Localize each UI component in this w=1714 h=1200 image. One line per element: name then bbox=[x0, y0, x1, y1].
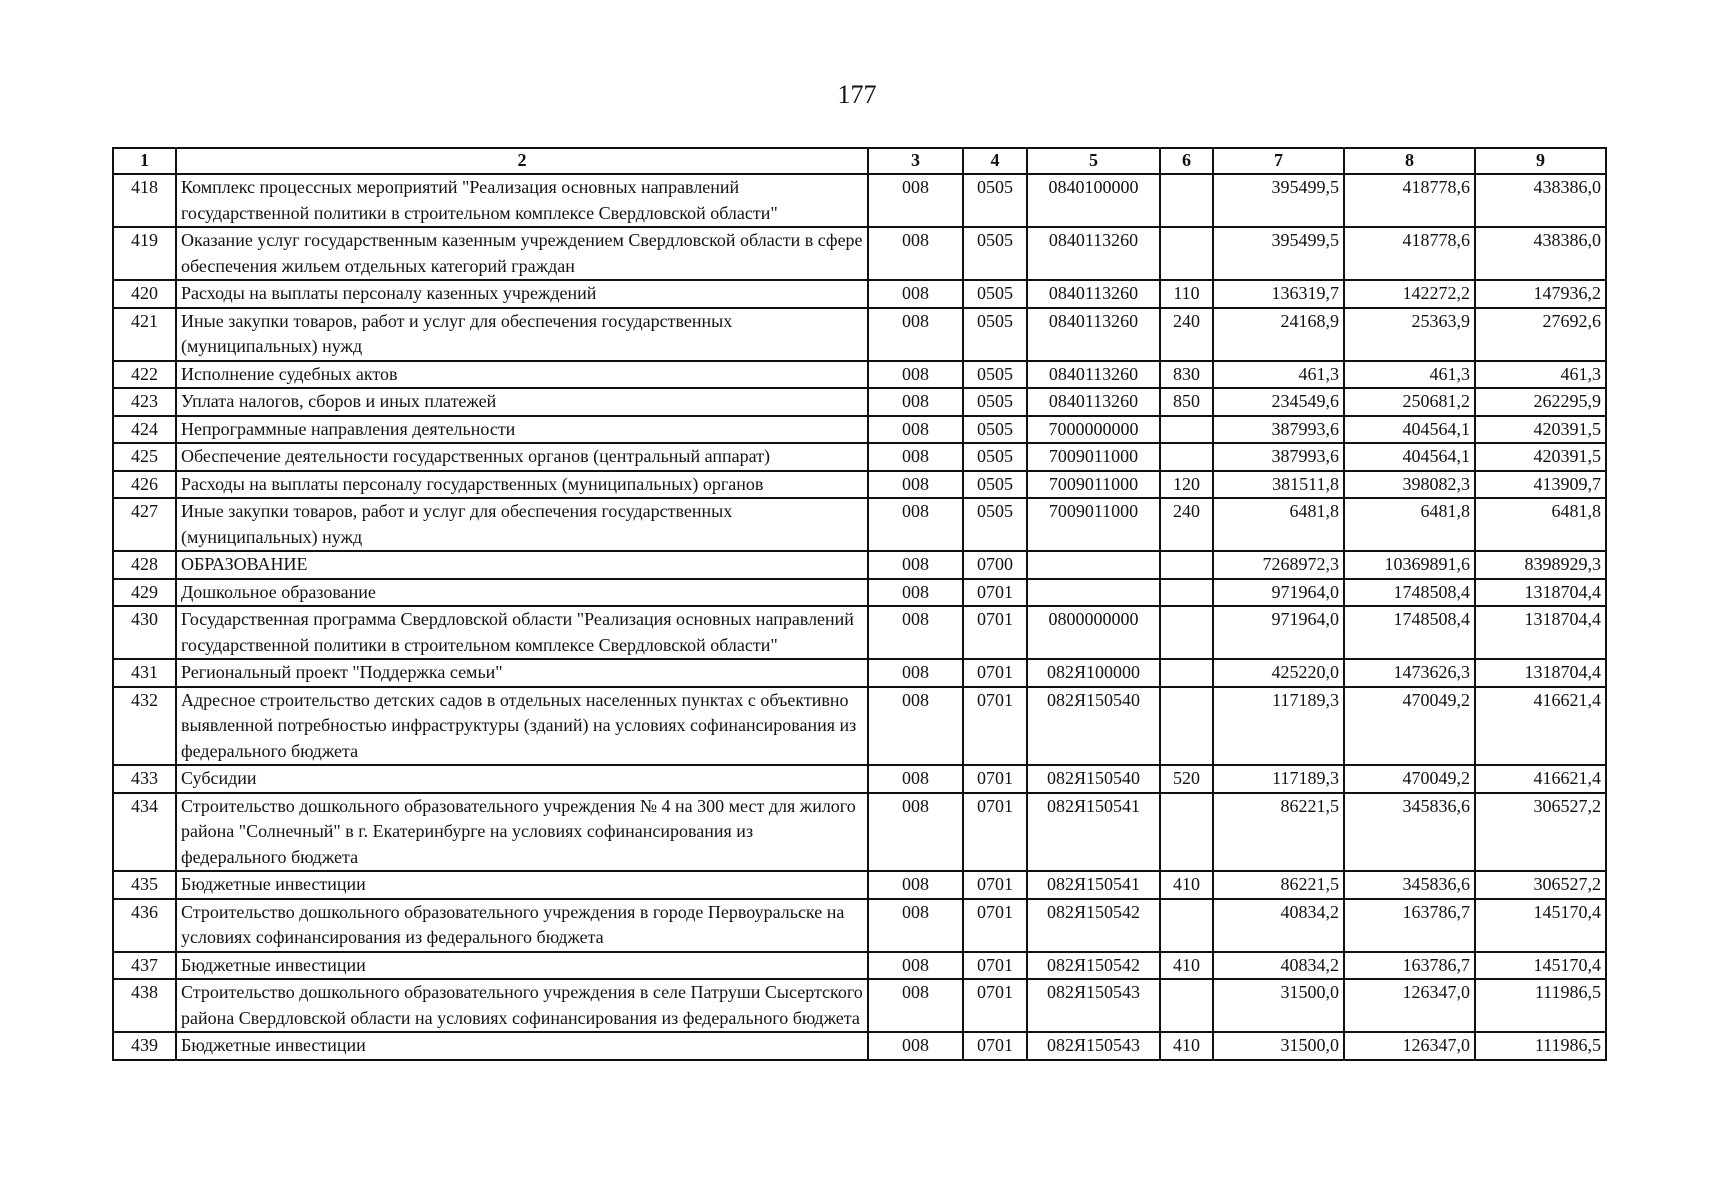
row-number: 439 bbox=[113, 1032, 176, 1060]
target-article-code: 082Я150541 bbox=[1027, 871, 1160, 899]
column-header: 9 bbox=[1475, 148, 1606, 174]
row-number: 424 bbox=[113, 416, 176, 444]
amount-col7: 117189,3 bbox=[1213, 765, 1344, 793]
expense-type-code: 110 bbox=[1160, 280, 1213, 308]
amount-col7: 86221,5 bbox=[1213, 793, 1344, 872]
column-header: 5 bbox=[1027, 148, 1160, 174]
table-row bbox=[113, 606, 1606, 659]
row-description: Уплата налогов, сборов и иных платежей bbox=[176, 388, 868, 416]
ministry-code: 008 bbox=[868, 871, 963, 899]
ministry-code: 008 bbox=[868, 659, 963, 687]
row-number: 427 bbox=[113, 498, 176, 551]
target-article-code: 082Я150540 bbox=[1027, 765, 1160, 793]
ministry-code: 008 bbox=[868, 579, 963, 607]
amount-col8: 1473626,3 bbox=[1344, 659, 1475, 687]
amount-col7: 425220,0 bbox=[1213, 659, 1344, 687]
amount-col8: 126347,0 bbox=[1344, 1032, 1475, 1060]
table-row bbox=[113, 498, 1606, 551]
row-number: 430 bbox=[113, 606, 176, 659]
row-number: 418 bbox=[113, 174, 176, 227]
ministry-code: 008 bbox=[868, 899, 963, 952]
row-number: 432 bbox=[113, 687, 176, 766]
expense-type-code: 240 bbox=[1160, 308, 1213, 361]
amount-col7: 136319,7 bbox=[1213, 280, 1344, 308]
ministry-code: 008 bbox=[868, 687, 963, 766]
expense-type-code: 520 bbox=[1160, 765, 1213, 793]
target-article-code: 7009011000 bbox=[1027, 471, 1160, 499]
amount-col7: 381511,8 bbox=[1213, 471, 1344, 499]
section-code: 0701 bbox=[963, 606, 1027, 659]
expense-type-code bbox=[1160, 227, 1213, 280]
target-article-code: 0800000000 bbox=[1027, 606, 1160, 659]
amount-col9: 1318704,4 bbox=[1475, 606, 1606, 659]
row-number: 434 bbox=[113, 793, 176, 872]
expense-type-code bbox=[1160, 606, 1213, 659]
amount-col7: 40834,2 bbox=[1213, 952, 1344, 980]
row-number: 438 bbox=[113, 979, 176, 1032]
table-row bbox=[113, 280, 1606, 308]
expense-type-code bbox=[1160, 659, 1213, 687]
section-code: 0701 bbox=[963, 687, 1027, 766]
section-code: 0505 bbox=[963, 308, 1027, 361]
target-article-code: 7009011000 bbox=[1027, 498, 1160, 551]
row-description: Оказание услуг государственным казенным учреждением Свердловской области в сфере обеспечения жильем отдельных категорий граждан bbox=[176, 227, 868, 280]
section-code: 0701 bbox=[963, 1032, 1027, 1060]
section-code: 0505 bbox=[963, 280, 1027, 308]
amount-col8: 404564,1 bbox=[1344, 443, 1475, 471]
table-row bbox=[113, 899, 1606, 952]
amount-col9: 145170,4 bbox=[1475, 952, 1606, 980]
expense-type-code bbox=[1160, 174, 1213, 227]
expense-type-code bbox=[1160, 579, 1213, 607]
amount-col7: 31500,0 bbox=[1213, 1032, 1344, 1060]
amount-col7: 395499,5 bbox=[1213, 227, 1344, 280]
section-code: 0505 bbox=[963, 416, 1027, 444]
row-description: Бюджетные инвестиции bbox=[176, 871, 868, 899]
target-article-code: 082Я150542 bbox=[1027, 952, 1160, 980]
row-description: Иные закупки товаров, работ и услуг для обеспечения государственных (муниципальных) нужд bbox=[176, 498, 868, 551]
ministry-code: 008 bbox=[868, 416, 963, 444]
row-description: Бюджетные инвестиции bbox=[176, 1032, 868, 1060]
table-row bbox=[113, 174, 1606, 227]
amount-col7: 6481,8 bbox=[1213, 498, 1344, 551]
expense-type-code bbox=[1160, 793, 1213, 872]
section-code: 0701 bbox=[963, 952, 1027, 980]
amount-col7: 40834,2 bbox=[1213, 899, 1344, 952]
ministry-code: 008 bbox=[868, 361, 963, 389]
amount-col9: 306527,2 bbox=[1475, 793, 1606, 872]
amount-col7: 117189,3 bbox=[1213, 687, 1344, 766]
amount-col8: 418778,6 bbox=[1344, 174, 1475, 227]
target-article-code: 082Я150542 bbox=[1027, 899, 1160, 952]
amount-col8: 1748508,4 bbox=[1344, 579, 1475, 607]
amount-col7: 971964,0 bbox=[1213, 579, 1344, 607]
table-row bbox=[113, 361, 1606, 389]
row-description: Непрограммные направления деятельности bbox=[176, 416, 868, 444]
section-code: 0505 bbox=[963, 443, 1027, 471]
table-row bbox=[113, 471, 1606, 499]
row-number: 436 bbox=[113, 899, 176, 952]
section-code: 0701 bbox=[963, 899, 1027, 952]
section-code: 0700 bbox=[963, 551, 1027, 579]
expense-type-code: 240 bbox=[1160, 498, 1213, 551]
row-description: Бюджетные инвестиции bbox=[176, 952, 868, 980]
amount-col7: 387993,6 bbox=[1213, 443, 1344, 471]
section-code: 0701 bbox=[963, 793, 1027, 872]
expense-type-code bbox=[1160, 551, 1213, 579]
ministry-code: 008 bbox=[868, 280, 963, 308]
table-row bbox=[113, 579, 1606, 607]
amount-col8: 345836,6 bbox=[1344, 793, 1475, 872]
amount-col9: 111986,5 bbox=[1475, 979, 1606, 1032]
amount-col7: 31500,0 bbox=[1213, 979, 1344, 1032]
row-number: 437 bbox=[113, 952, 176, 980]
amount-col8: 25363,9 bbox=[1344, 308, 1475, 361]
amount-col8: 142272,2 bbox=[1344, 280, 1475, 308]
amount-col8: 470049,2 bbox=[1344, 687, 1475, 766]
ministry-code: 008 bbox=[868, 388, 963, 416]
budget-table bbox=[112, 147, 1607, 1061]
amount-col7: 971964,0 bbox=[1213, 606, 1344, 659]
target-article-code: 082Я150543 bbox=[1027, 979, 1160, 1032]
row-description: Адресное строительство детских садов в отдельных населенных пунктах с объективно выявленной потребностью инфраструктуры (зданий) на условиях софинансирования из федерального бюджета bbox=[176, 687, 868, 766]
amount-col8: 418778,6 bbox=[1344, 227, 1475, 280]
amount-col9: 147936,2 bbox=[1475, 280, 1606, 308]
section-code: 0701 bbox=[963, 979, 1027, 1032]
row-description: ОБРАЗОВАНИЕ bbox=[176, 551, 868, 579]
amount-col7: 7268972,3 bbox=[1213, 551, 1344, 579]
row-description: Региональный проект "Поддержка семьи" bbox=[176, 659, 868, 687]
table-row bbox=[113, 979, 1606, 1032]
column-header: 4 bbox=[963, 148, 1027, 174]
amount-col9: 461,3 bbox=[1475, 361, 1606, 389]
row-description: Иные закупки товаров, работ и услуг для обеспечения государственных (муниципальных) нужд bbox=[176, 308, 868, 361]
amount-col9: 416621,4 bbox=[1475, 687, 1606, 766]
table-row bbox=[113, 871, 1606, 899]
row-number: 423 bbox=[113, 388, 176, 416]
amount-col8: 398082,3 bbox=[1344, 471, 1475, 499]
ministry-code: 008 bbox=[868, 498, 963, 551]
section-code: 0505 bbox=[963, 471, 1027, 499]
row-number: 428 bbox=[113, 551, 176, 579]
column-header: 1 bbox=[113, 148, 176, 174]
column-header: 8 bbox=[1344, 148, 1475, 174]
ministry-code: 008 bbox=[868, 952, 963, 980]
row-description: Строительство дошкольного образовательного учреждения № 4 на 300 мест для жилого района "Солнечный" в г. Екатеринбурге на условиях софинансирования из федерального бюджета bbox=[176, 793, 868, 872]
table-row bbox=[113, 388, 1606, 416]
target-article-code: 082Я100000 bbox=[1027, 659, 1160, 687]
table-row bbox=[113, 765, 1606, 793]
section-code: 0701 bbox=[963, 579, 1027, 607]
amount-col8: 470049,2 bbox=[1344, 765, 1475, 793]
amount-col7: 395499,5 bbox=[1213, 174, 1344, 227]
amount-col7: 387993,6 bbox=[1213, 416, 1344, 444]
table-header-row bbox=[113, 148, 1606, 174]
target-article-code: 0840113260 bbox=[1027, 227, 1160, 280]
amount-col7: 234549,6 bbox=[1213, 388, 1344, 416]
row-description: Строительство дошкольного образовательного учреждения в городе Первоуральске на условиях софинансирования из федерального бюджета bbox=[176, 899, 868, 952]
target-article-code: 0840113260 bbox=[1027, 361, 1160, 389]
section-code: 0505 bbox=[963, 227, 1027, 280]
amount-col9: 438386,0 bbox=[1475, 227, 1606, 280]
expense-type-code bbox=[1160, 687, 1213, 766]
amount-col7: 86221,5 bbox=[1213, 871, 1344, 899]
ministry-code: 008 bbox=[868, 793, 963, 872]
target-article-code: 7000000000 bbox=[1027, 416, 1160, 444]
target-article-code: 0840113260 bbox=[1027, 308, 1160, 361]
amount-col7: 24168,9 bbox=[1213, 308, 1344, 361]
amount-col9: 8398929,3 bbox=[1475, 551, 1606, 579]
target-article-code: 7009011000 bbox=[1027, 443, 1160, 471]
section-code: 0505 bbox=[963, 498, 1027, 551]
amount-col9: 27692,6 bbox=[1475, 308, 1606, 361]
row-description: Обеспечение деятельности государственных органов (центральный аппарат) bbox=[176, 443, 868, 471]
ministry-code: 008 bbox=[868, 551, 963, 579]
table-row bbox=[113, 659, 1606, 687]
amount-col9: 111986,5 bbox=[1475, 1032, 1606, 1060]
table-row bbox=[113, 1032, 1606, 1060]
row-description: Расходы на выплаты персоналу казенных учреждений bbox=[176, 280, 868, 308]
section-code: 0701 bbox=[963, 871, 1027, 899]
page-number: 177 bbox=[837, 80, 877, 109]
amount-col8: 404564,1 bbox=[1344, 416, 1475, 444]
row-number: 426 bbox=[113, 471, 176, 499]
row-number: 429 bbox=[113, 579, 176, 607]
amount-col8: 126347,0 bbox=[1344, 979, 1475, 1032]
amount-col9: 1318704,4 bbox=[1475, 579, 1606, 607]
table-row bbox=[113, 793, 1606, 872]
ministry-code: 008 bbox=[868, 1032, 963, 1060]
amount-col9: 145170,4 bbox=[1475, 899, 1606, 952]
target-article-code: 082Я150541 bbox=[1027, 793, 1160, 872]
row-number: 421 bbox=[113, 308, 176, 361]
row-number: 422 bbox=[113, 361, 176, 389]
section-code: 0505 bbox=[963, 174, 1027, 227]
ministry-code: 008 bbox=[868, 471, 963, 499]
section-code: 0701 bbox=[963, 659, 1027, 687]
target-article-code: 0840113260 bbox=[1027, 280, 1160, 308]
target-article-code: 0840113260 bbox=[1027, 388, 1160, 416]
amount-col9: 438386,0 bbox=[1475, 174, 1606, 227]
table-row bbox=[113, 416, 1606, 444]
section-code: 0701 bbox=[963, 765, 1027, 793]
row-description: Субсидии bbox=[176, 765, 868, 793]
target-article-code bbox=[1027, 551, 1160, 579]
table-row bbox=[113, 952, 1606, 980]
target-article-code: 082Я150543 bbox=[1027, 1032, 1160, 1060]
ministry-code: 008 bbox=[868, 765, 963, 793]
amount-col9: 420391,5 bbox=[1475, 416, 1606, 444]
amount-col8: 250681,2 bbox=[1344, 388, 1475, 416]
target-article-code: 082Я150540 bbox=[1027, 687, 1160, 766]
column-header: 7 bbox=[1213, 148, 1344, 174]
ministry-code: 008 bbox=[868, 443, 963, 471]
amount-col7: 461,3 bbox=[1213, 361, 1344, 389]
table-row bbox=[113, 227, 1606, 280]
expense-type-code: 410 bbox=[1160, 952, 1213, 980]
ministry-code: 008 bbox=[868, 308, 963, 361]
amount-col9: 306527,2 bbox=[1475, 871, 1606, 899]
target-article-code bbox=[1027, 579, 1160, 607]
ministry-code: 008 bbox=[868, 606, 963, 659]
section-code: 0505 bbox=[963, 388, 1027, 416]
ministry-code: 008 bbox=[868, 174, 963, 227]
amount-col9: 1318704,4 bbox=[1475, 659, 1606, 687]
amount-col8: 6481,8 bbox=[1344, 498, 1475, 551]
ministry-code: 008 bbox=[868, 227, 963, 280]
row-number: 433 bbox=[113, 765, 176, 793]
expense-type-code: 410 bbox=[1160, 1032, 1213, 1060]
column-header: 6 bbox=[1160, 148, 1213, 174]
amount-col8: 163786,7 bbox=[1344, 899, 1475, 952]
amount-col8: 163786,7 bbox=[1344, 952, 1475, 980]
expense-type-code: 410 bbox=[1160, 871, 1213, 899]
section-code: 0505 bbox=[963, 361, 1027, 389]
expense-type-code: 120 bbox=[1160, 471, 1213, 499]
row-description: Дошкольное образование bbox=[176, 579, 868, 607]
target-article-code: 0840100000 bbox=[1027, 174, 1160, 227]
row-description: Комплекс процессных мероприятий "Реализация основных направлений государственной политики в строительном комплексе Свердловской области" bbox=[176, 174, 868, 227]
table-row bbox=[113, 687, 1606, 766]
row-number: 435 bbox=[113, 871, 176, 899]
expense-type-code bbox=[1160, 443, 1213, 471]
column-header: 3 bbox=[868, 148, 963, 174]
row-number: 425 bbox=[113, 443, 176, 471]
ministry-code: 008 bbox=[868, 979, 963, 1032]
amount-col9: 420391,5 bbox=[1475, 443, 1606, 471]
amount-col8: 1748508,4 bbox=[1344, 606, 1475, 659]
expense-type-code: 830 bbox=[1160, 361, 1213, 389]
row-description: Исполнение судебных актов bbox=[176, 361, 868, 389]
amount-col9: 413909,7 bbox=[1475, 471, 1606, 499]
amount-col9: 262295,9 bbox=[1475, 388, 1606, 416]
row-description: Государственная программа Свердловской области "Реализация основных направлений государственной политики в строительном комплексе Свердловской области" bbox=[176, 606, 868, 659]
row-number: 420 bbox=[113, 280, 176, 308]
expense-type-code bbox=[1160, 899, 1213, 952]
expense-type-code: 850 bbox=[1160, 388, 1213, 416]
expense-type-code bbox=[1160, 416, 1213, 444]
expense-type-code bbox=[1160, 979, 1213, 1032]
amount-col9: 416621,4 bbox=[1475, 765, 1606, 793]
amount-col8: 345836,6 bbox=[1344, 871, 1475, 899]
table-row bbox=[113, 443, 1606, 471]
row-description: Расходы на выплаты персоналу государственных (муниципальных) органов bbox=[176, 471, 868, 499]
column-header: 2 bbox=[176, 148, 868, 174]
row-description: Строительство дошкольного образовательного учреждения в селе Патруши Сысертского района Свердловской области на условиях софинансирования из федерального бюджета bbox=[176, 979, 868, 1032]
row-number: 419 bbox=[113, 227, 176, 280]
row-number: 431 bbox=[113, 659, 176, 687]
table-row bbox=[113, 308, 1606, 361]
table-row bbox=[113, 551, 1606, 579]
amount-col8: 10369891,6 bbox=[1344, 551, 1475, 579]
amount-col9: 6481,8 bbox=[1475, 498, 1606, 551]
amount-col8: 461,3 bbox=[1344, 361, 1475, 389]
